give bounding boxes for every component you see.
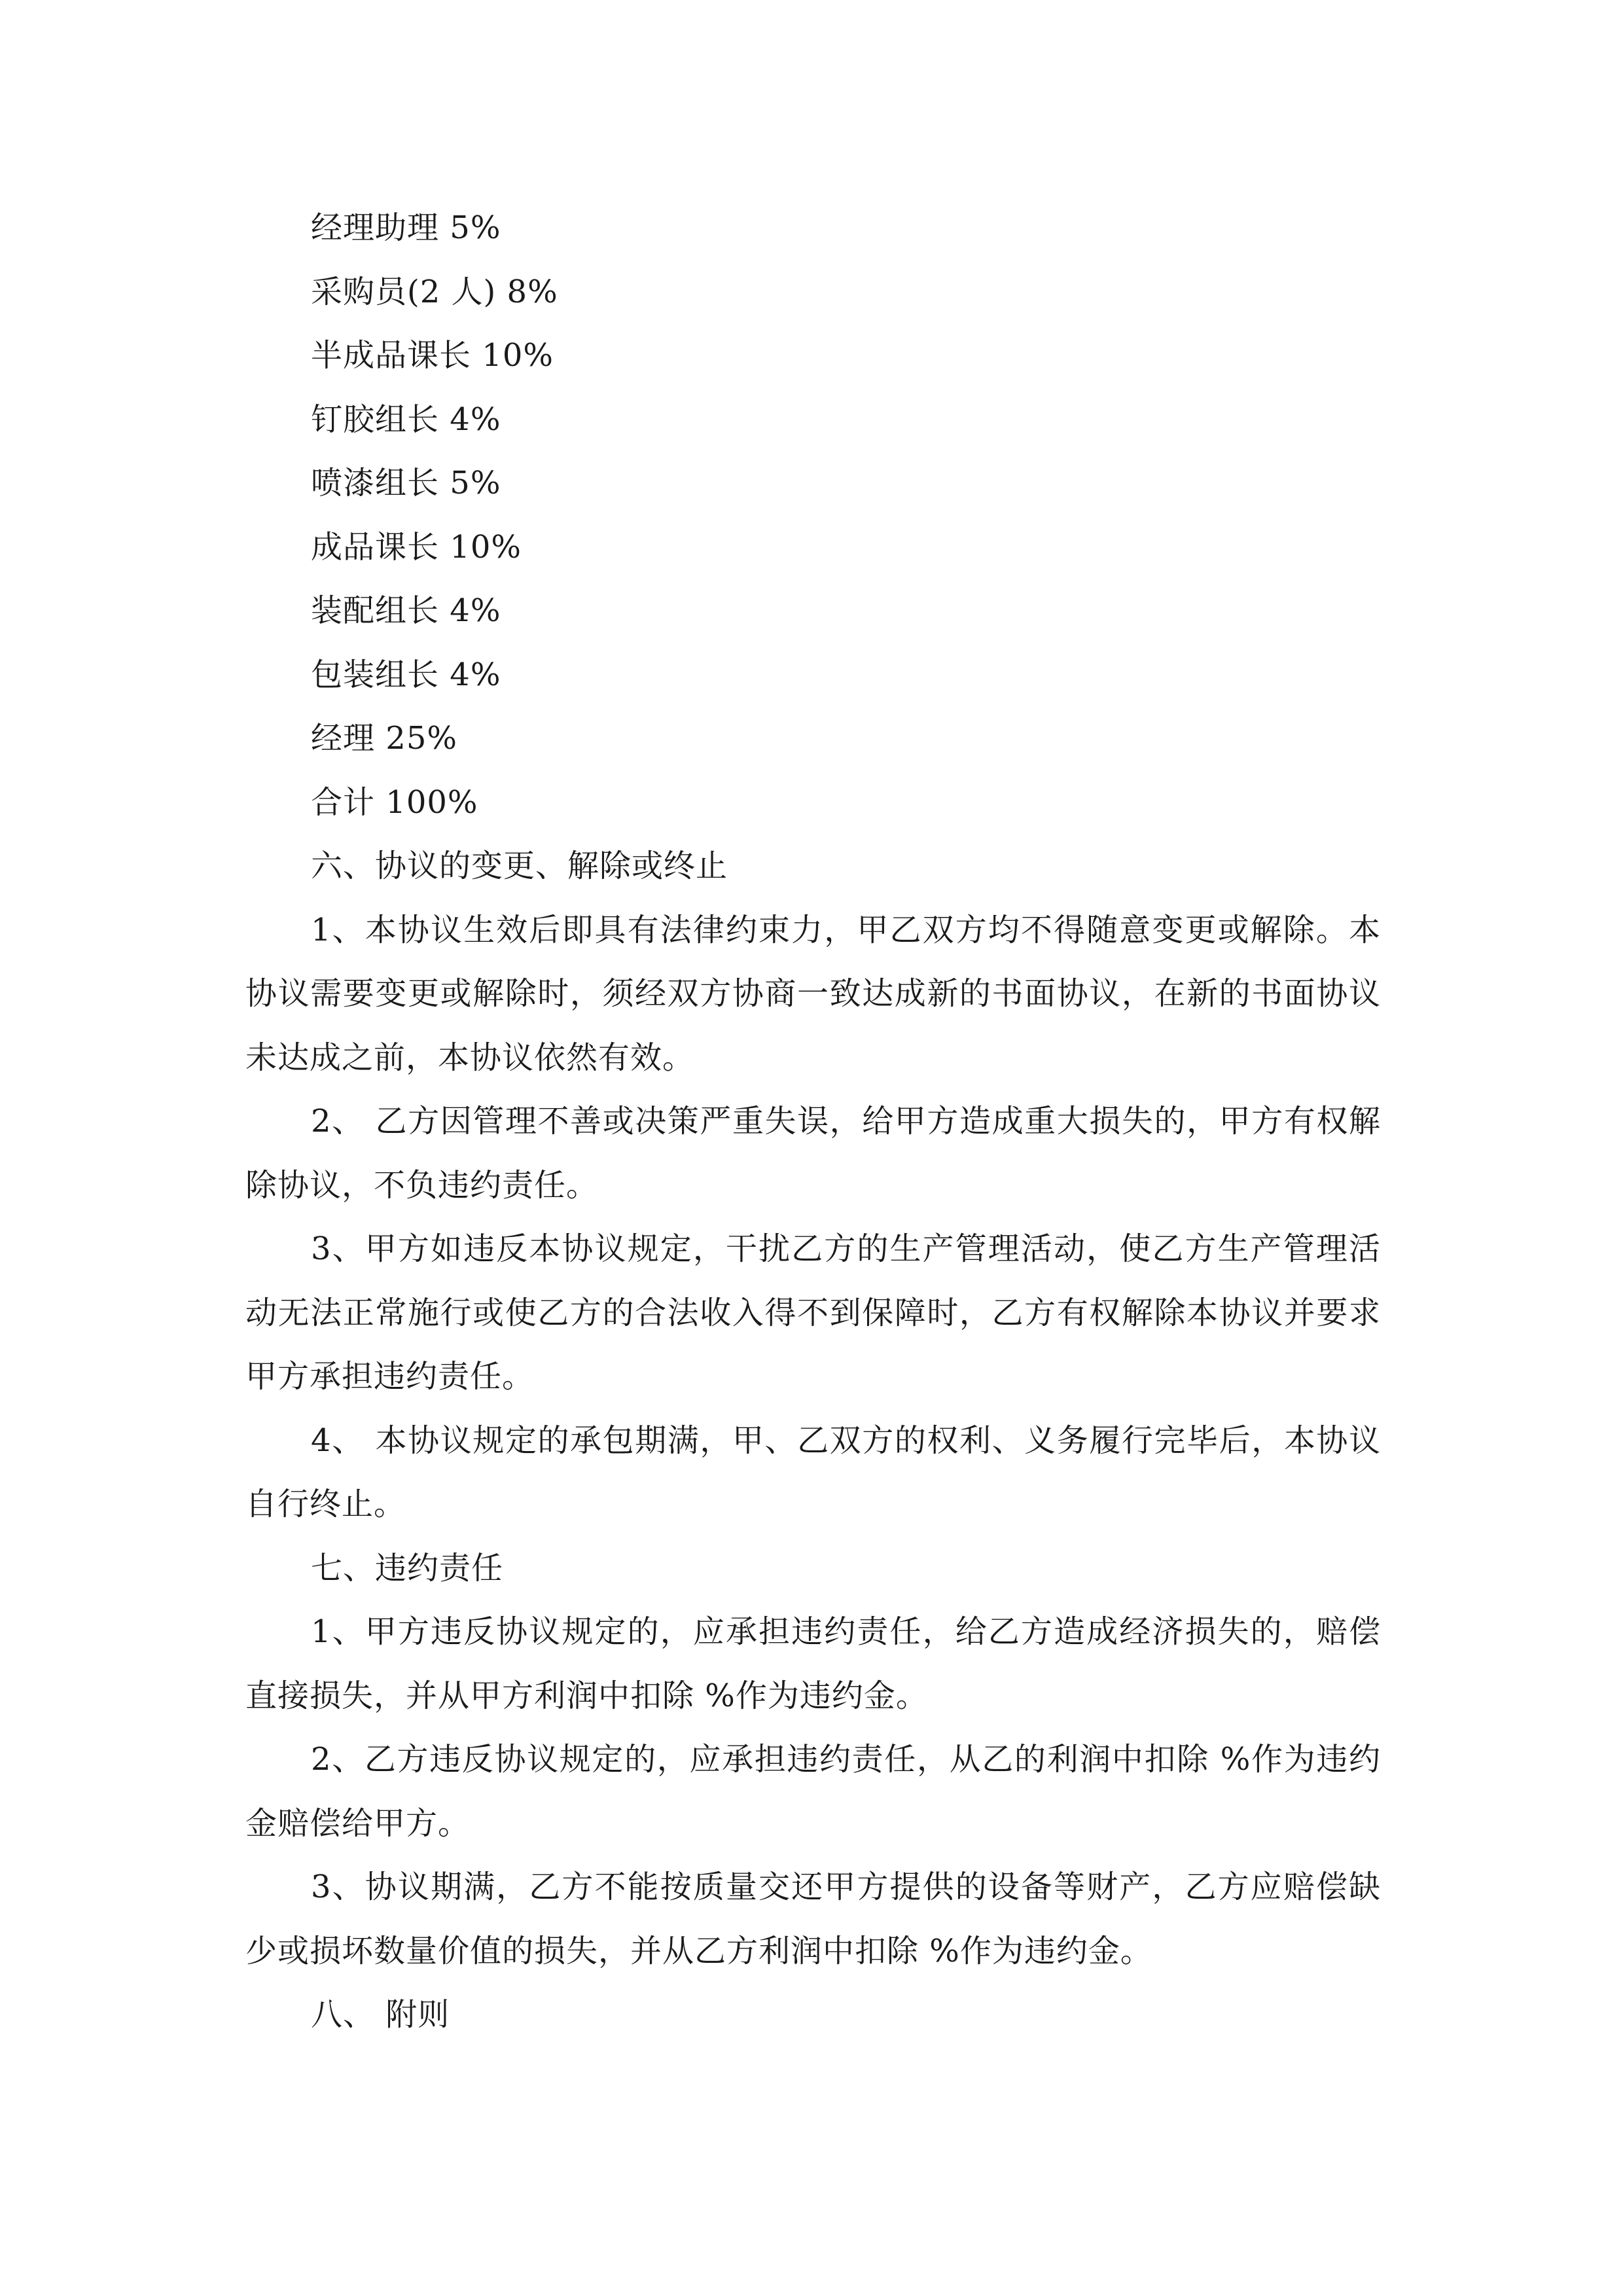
staff-share: 5% bbox=[450, 209, 501, 246]
staff-role: 成品课长 bbox=[311, 528, 440, 565]
staff-share: 4% bbox=[450, 656, 501, 693]
clause-paragraph: 2、乙方违反协议规定的，应承担违约责任，从乙的利润中扣除 %作为违约金赔偿给甲方。 bbox=[245, 1741, 1381, 1842]
staff-share-row bbox=[245, 260, 1381, 325]
clause-paragraph: 3、甲方如违反本协议规定，干扰乙方的生产管理活动，使乙方生产管理活动无法正常施行或使乙方的合法收入得不到保障时，乙方有权解除本协议并要求甲方承担违约责任。 bbox=[245, 1230, 1381, 1395]
clause-paragraph: 3、协议期满，乙方不能按质量交还甲方提供的设备等财产，乙方应赔偿缺少或损坏数量价值的损失，并从乙方利润中扣除 %作为违约金。 bbox=[245, 1869, 1381, 1969]
staff-share-row bbox=[245, 516, 1381, 580]
staff-share-row bbox=[245, 388, 1381, 452]
staff-role: 半成品课长 bbox=[311, 337, 472, 374]
staff-role: 喷漆组长 bbox=[311, 465, 440, 501]
section-heading: 七、违约责任 bbox=[311, 1549, 504, 1587]
section-heading: 八、 附则 bbox=[311, 1996, 450, 2033]
staff-role: 装配组长 bbox=[311, 592, 440, 629]
staff-share: 10% bbox=[450, 528, 522, 565]
staff-share-total-row bbox=[245, 771, 1381, 835]
staff-share-row bbox=[245, 579, 1381, 643]
staff-role: 钉胶组长 bbox=[311, 401, 440, 438]
staff-share: 10% bbox=[482, 337, 554, 374]
section-heading: 六、协议的变更、解除或终止 bbox=[311, 848, 728, 884]
staff-share-row bbox=[245, 324, 1381, 388]
staff-share: 4% bbox=[450, 592, 501, 629]
staff-role: 经理 bbox=[311, 720, 376, 757]
staff-share-row bbox=[245, 196, 1381, 260]
staff-share-row bbox=[245, 452, 1381, 516]
staff-share: 4% bbox=[450, 401, 501, 438]
staff-share-row bbox=[245, 643, 1381, 708]
staff-share: 100% bbox=[385, 783, 478, 821]
staff-role: 包装组长 bbox=[311, 656, 440, 693]
staff-role: 合计 bbox=[311, 783, 376, 821]
document-body bbox=[245, 196, 1381, 2047]
clause-paragraph: 1、本协议生效后即具有法律约束力，甲乙双方均不得随意变更或解除。本协议需要变更或解除时，须经双方协商一致达成新的书面协议，在新的书面协议未达成之前，本协议依然有效。 bbox=[245, 911, 1381, 1076]
staff-share: 25% bbox=[385, 720, 457, 757]
staff-share: 8% bbox=[507, 273, 558, 310]
clause-paragraph: 2、 乙方因管理不善或决策严重失误，给甲方造成重大损失的，甲方有权解除协议，不负违约责任。 bbox=[245, 1103, 1381, 1204]
staff-role: 经理助理 bbox=[311, 209, 440, 246]
clause-paragraph: 1、甲方违反协议规定的，应承担违约责任，给乙方造成经济损失的，赔偿直接损失，并从甲方利润中扣除 %作为违约金。 bbox=[245, 1613, 1381, 1714]
staff-share-row bbox=[245, 707, 1381, 771]
staff-role: 采购员(2 人) bbox=[311, 273, 497, 310]
clause-paragraph: 4、 本协议规定的承包期满，甲、乙双方的权利、义务履行完毕后，本协议自行终止。 bbox=[245, 1422, 1381, 1522]
staff-share: 5% bbox=[450, 465, 501, 501]
